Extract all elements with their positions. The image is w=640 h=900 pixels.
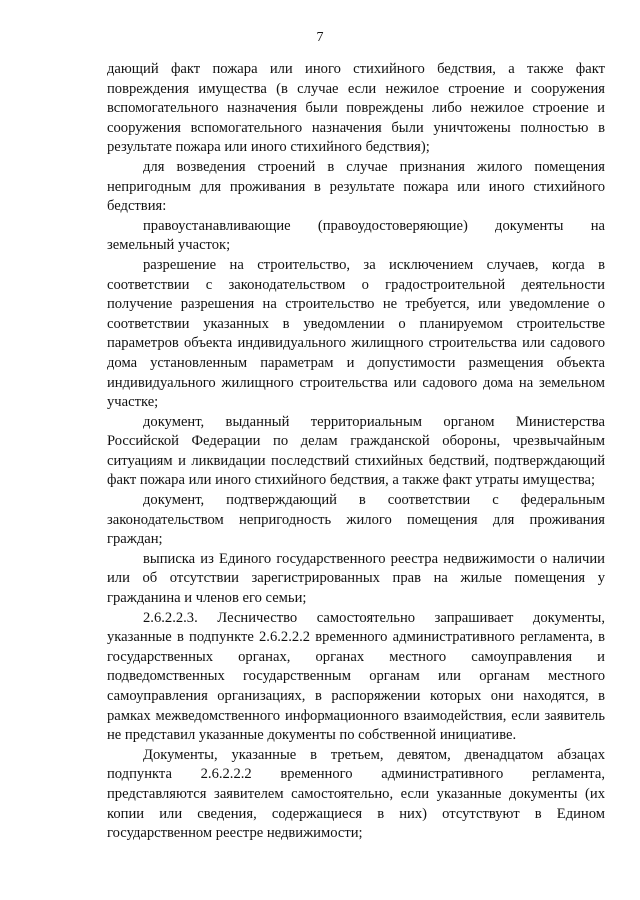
paragraph-construction-condition: для возведения строений в случае признания жилого помещения непригодным для проживания в результате пожара или иного стихийного бедствия: bbox=[107, 158, 605, 215]
paragraph-section-2-6-2-2-3: 2.6.2.2.3. Лесничество самостоятельно запрашивает документы, указанные в подпункте 2.6.2.2.2 временного административного регламента, в государственных органах, органах местного самоуправления и подведомственных государственным органам или органам местного самоуправления организациях, в распоряжении которых они находятся, в рамках межведомственного информационного взаимодействия, если заявитель не представил указанные документы по собственной инициативе. bbox=[107, 609, 605, 744]
paragraph-emergency-ministry-document: документ, выданный территориальным органом Министерства Российской Федерации по делам гражданской обороны, чрезвычайным ситуациям и ликвидации последствий стихийных бедствий, подтверждающий факт пожара или иного стихийного бедствия, а также факт утраты имущества; bbox=[107, 413, 605, 489]
paragraph-applicant-documents: Документы, указанные в третьем, девятом, двенадцатом абзацах подпункта 2.6.2.2.2 временного административного регламента, представляются заявителем самостоятельно, если указанные документы (их копии или сведения, содержащиеся в них) отсутствуют в Едином государственном реестре недвижимости; bbox=[107, 746, 605, 842]
page-number: 7 bbox=[316, 30, 324, 45]
paragraph-building-permit: разрешение на строительство, за исключением случаев, когда в соответствии с законодательством о градостроительной деятельности получение разрешения на строительство не требуется, или уведомление о соответствии указанных в уведомлении о планируемом строительстве параметров объекта индивидуального жилищного строительства или садового дома установленным параметрам и допустимости размещения объекта индивидуального жилищного строительства или садового дома на земельном участке; bbox=[107, 256, 605, 411]
paragraph-continuation: дающий факт пожара или иного стихийного бедствия, а также факт повреждения имущества (в случае если нежилое строение и сооружения вспомогательного назначения были повреждены либо нежилое строение и сооружения вспомогательного назначения были уничтожены полностью в результате пожара или иного стихийного бедствия); bbox=[107, 61, 605, 156]
paragraph-land-title-documents: правоустанавливающие (правоудостоверяющие) документы на земельный участок; bbox=[107, 217, 605, 254]
document-body bbox=[107, 60, 605, 844]
paragraph-uninhabitability-document: документ, подтверждающий в соответствии с федеральным законодательством непригодность жилого помещения для проживания граждан; bbox=[107, 492, 605, 548]
paragraph-registry-extract: выписка из Единого государственного реестра недвижимости о наличии или об отсутствии зарегистрированных прав на жилые помещения у гражданина и членов его семьи; bbox=[107, 550, 605, 607]
